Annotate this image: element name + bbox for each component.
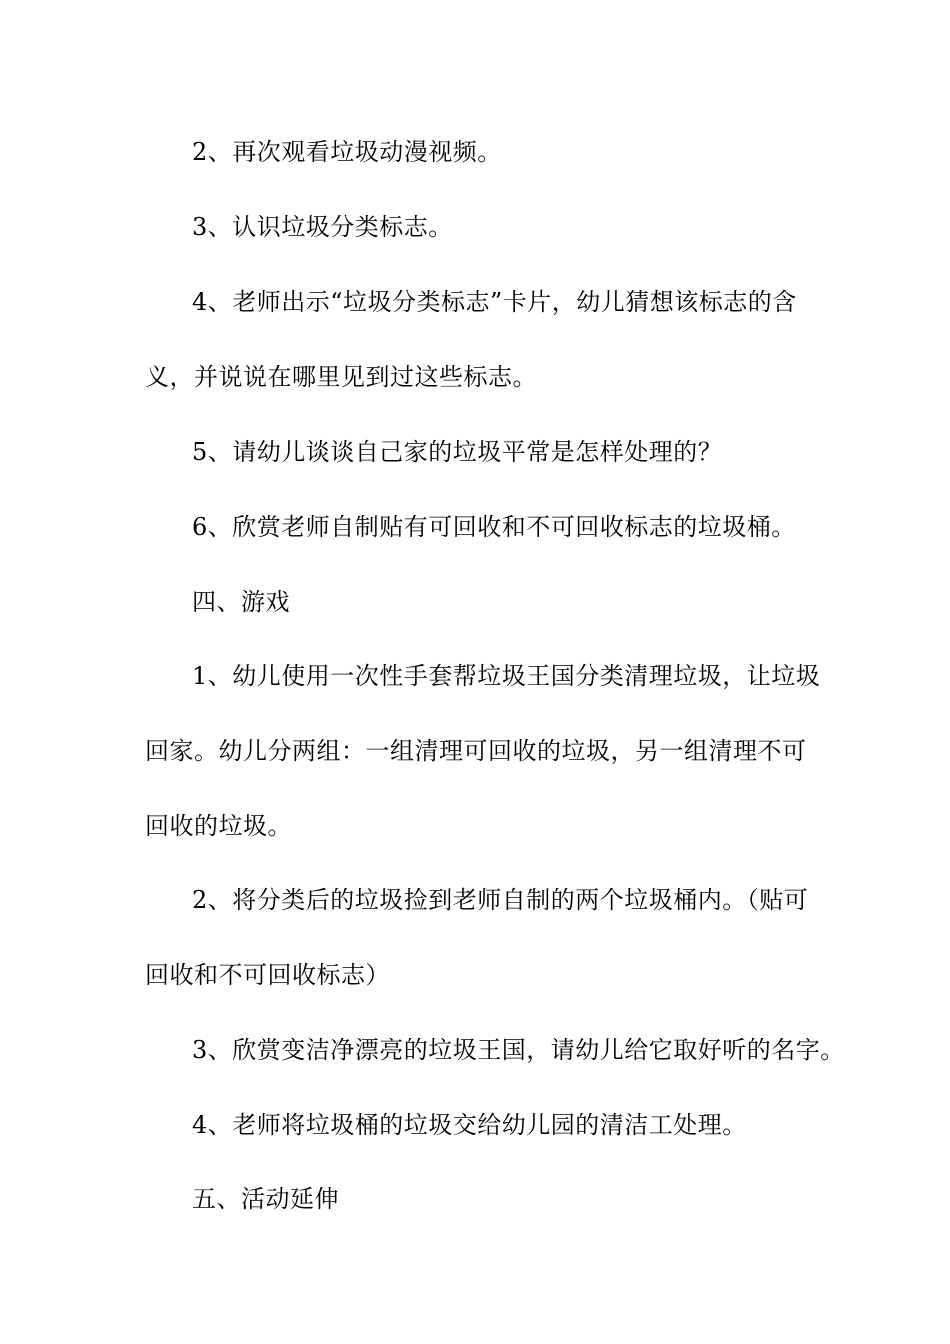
paragraph-line: 1、幼儿使用一次性手套帮垃圾王国分类清理垃圾，让垃圾 [192,662,821,690]
paragraph-line: 义，并说说在哪里见到过这些标志。 [145,363,537,391]
section-heading: 五、活动延伸 [192,1185,339,1213]
paragraph-line: 4、老师出示“垃圾分类标志”卡片，幼儿猜想该标志的含 [192,288,797,316]
section-heading: 四、游戏 [192,588,290,616]
paragraph-line: 回收和不可回收标志） [145,961,390,989]
paragraph-line: 回收的垃圾。 [145,812,292,840]
paragraph-line: 回家。幼儿分两组：一组清理可回收的垃圾，另一组清理不可 [145,737,807,765]
paragraph-line: 2、再次观看垃圾动漫视频。 [192,138,502,166]
paragraph-line: 2、将分类后的垃圾捡到老师自制的两个垃圾桶内。（贴可 [192,886,809,914]
paragraph-line: 3、认识垃圾分类标志。 [192,213,453,241]
paragraph-line: 6、欣赏老师自制贴有可回收和不可回收标志的垃圾桶。 [192,513,796,541]
paragraph-line: 4、老师将垃圾桶的垃圾交给幼儿园的清洁工处理。 [192,1111,747,1139]
paragraph-line: 5、请幼儿谈谈自己家的垃圾平常是怎样处理的？ [192,438,723,466]
paragraph-line: 3、欣赏变洁净漂亮的垃圾王国，请幼儿给它取好听的名字。 [192,1036,845,1064]
